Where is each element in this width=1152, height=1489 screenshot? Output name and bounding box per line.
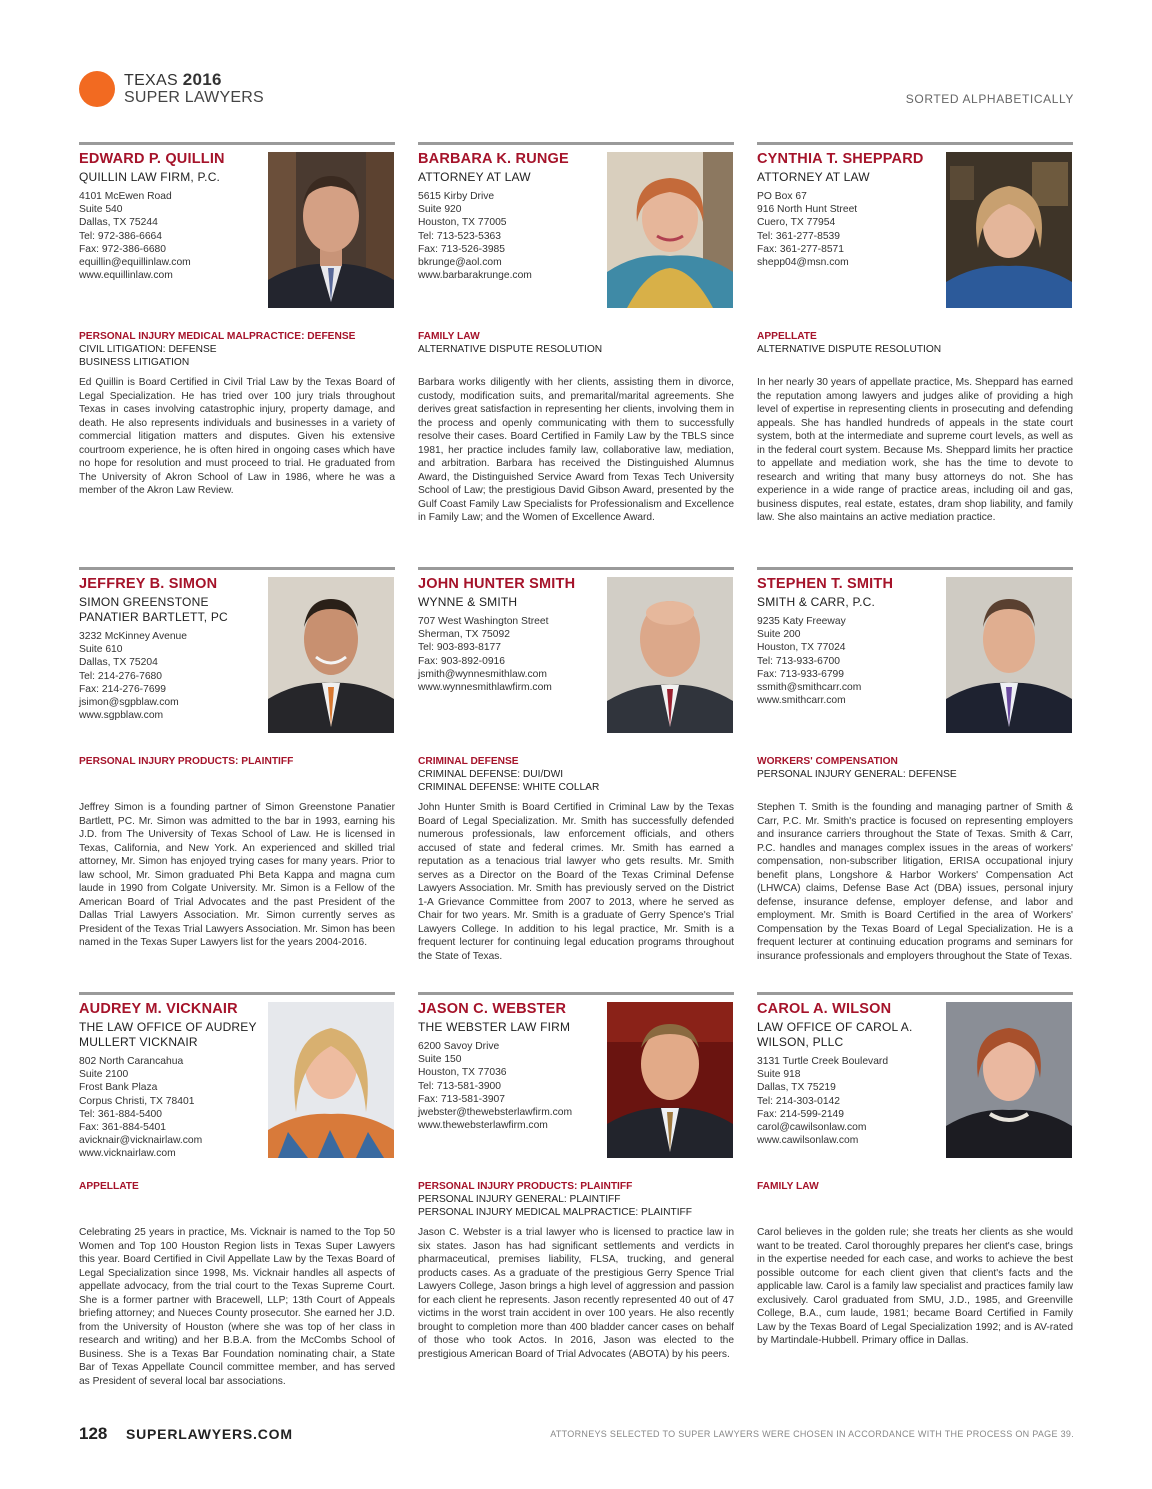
fax: Fax: 713-581-3907 bbox=[418, 1093, 506, 1105]
address-line: 916 North Hunt Street bbox=[757, 204, 858, 216]
primary-practice: WORKERS' COMPENSATION bbox=[757, 756, 898, 767]
phone: Tel: 713-933-6700 bbox=[757, 655, 841, 667]
website-link[interactable]: SUPERLAWYERS.COM bbox=[126, 1426, 293, 1442]
address-line: 6200 Savoy Drive bbox=[418, 1041, 500, 1052]
email-link[interactable]: shepp04@msn.com bbox=[757, 257, 849, 269]
address-line: 4101 McEwen Road bbox=[79, 191, 172, 202]
attorney-name: STEPHEN T. SMITH bbox=[757, 576, 894, 592]
phone: Tel: 361-277-8539 bbox=[757, 230, 841, 242]
website-link[interactable]: www.vicknairlaw.com bbox=[79, 1148, 176, 1160]
address-line: 707 West Washington Street bbox=[418, 616, 549, 627]
primary-practice: CRIMINAL DEFENSE bbox=[418, 756, 519, 767]
secondary-practice: CIVIL LITIGATION: DEFENSE bbox=[79, 344, 217, 356]
address-line: 9235 Katy Freeway bbox=[757, 616, 846, 627]
attorney-photo bbox=[268, 152, 394, 308]
phone: Tel: 903-893-8177 bbox=[418, 642, 502, 654]
phone: Tel: 214-276-7680 bbox=[79, 670, 163, 682]
attorney-contact bbox=[757, 1055, 942, 1147]
phone: Tel: 361-884-5400 bbox=[79, 1108, 163, 1120]
practice-areas bbox=[79, 755, 395, 768]
secondary-practice: PERSONAL INJURY GENERAL: PLAINTIFF bbox=[418, 1194, 621, 1206]
practice-areas bbox=[757, 755, 1073, 781]
attorney-photo bbox=[268, 1002, 394, 1158]
phone: Tel: 972-386-6664 bbox=[79, 230, 163, 242]
fax: Fax: 972-386-6680 bbox=[79, 243, 167, 255]
attorney-firm: QUILLIN LAW FIRM, P.C. bbox=[79, 170, 221, 184]
fax: Fax: 903-892-0916 bbox=[418, 655, 506, 667]
secondary-practice: CRIMINAL DEFENSE: WHITE COLLAR bbox=[418, 782, 600, 794]
website-link[interactable]: www.smithcarr.com bbox=[757, 695, 846, 707]
attorney-firm: SMITH & CARR, P.C. bbox=[757, 595, 876, 609]
email-link[interactable]: carol@cawilsonlaw.com bbox=[757, 1122, 867, 1134]
attorney-bio: Barbara works diligently with her clients, assisting them in divorce, custody, modification suits, and premarital/marital agreements. She derives great satisfaction in representing her clients, involving them in the process and openly communicating with them to successfully resolve their cases. Board Certified in Family Law by the TBLS since 1981, her practice includes family law, collaborative law, mediation, and arbitration. Barbara has received the Distinguished Alumnus Award, the Distinguished Service Award from Texas Tech University School of Law; the prestigious David Gibson Award, presented by the Gulf Coast Family Law Specialists for Professionalism and Excellence in Family Law; and the Women of Excellence Award. bbox=[418, 377, 734, 523]
practice-areas bbox=[418, 330, 734, 356]
address-line: PO Box 67 bbox=[757, 191, 807, 202]
attorney-bio: In her nearly 30 years of appellate practice, Ms. Sheppard has earned the reputation among lawyers and judges alike of providing a high level of expertise in representing clients in prosecuting and defending appeals. She has handled hundreds of appeals in the state court system, both at the intermediate and supreme court levels, as well as in the federal court system. Because Ms. Sheppard limits her practice to appellate and mediation work, she has the time to devote to research and writing that many busy attorneys do not. She has experience in a wide range of practice areas, including oil and gas, business disputes, real estate, estates, dram shop liability, and family law. She also maintains an active mediation practice. bbox=[757, 377, 1073, 523]
address-line: Sherman, TX 75092 bbox=[418, 629, 510, 641]
attorney-contact bbox=[79, 630, 264, 722]
card-divider bbox=[757, 567, 1073, 570]
selection-disclaimer: ATTORNEYS SELECTED TO SUPER LAWYERS WERE CHOSEN IN ACCORDANCE WITH THE PROCESS ON PAGE 39. bbox=[550, 1429, 1074, 1439]
primary-practice: PERSONAL INJURY PRODUCTS: PLAINTIFF bbox=[418, 1181, 633, 1192]
secondary-practice: BUSINESS LITIGATION bbox=[79, 357, 190, 369]
email-link[interactable]: ssmith@smithcarr.com bbox=[757, 682, 862, 694]
attorney-firm: THE WEBSTER LAW FIRM bbox=[418, 1020, 571, 1034]
attorney-firm: ATTORNEY AT LAW bbox=[757, 170, 870, 184]
card-divider bbox=[418, 992, 734, 995]
address-line: Dallas, TX 75204 bbox=[79, 657, 158, 669]
email-link[interactable]: bkrunge@aol.com bbox=[418, 257, 502, 269]
card-divider bbox=[79, 142, 395, 145]
email-link[interactable]: jwebster@thewebsterlawfirm.com bbox=[418, 1107, 573, 1119]
address-line: Suite 2100 bbox=[79, 1069, 129, 1081]
attorney-bio: Stephen T. Smith is the founding and managing partner of Smith & Carr, P.C. Mr. Smith's practice is focused on representing employers and insurance carriers throughout the State of Texas. Smith & Carr, P.C. handles and manages complex issues in the areas of workers' compensation, non-subscriber litigation, ERISA occupational injury benefit plans, Longshore & Harbor Workers' Compensation Act (LHWCA) claims, Defense Base Act (DBA) issues, personal injury defense, insurance defense, employer defense, and labor and employment. Mr. Smith is Board Certified in the area of Workers' Compensation by the Texas Board of Legal Specialization. He is a frequent lecturer at continuing education programs and seminars for insurance professionals and employers throughout the State of Texas. bbox=[757, 802, 1073, 962]
address-line: Dallas, TX 75244 bbox=[79, 217, 158, 229]
publication-title: TEXAS 2016 bbox=[124, 70, 222, 89]
address-line: Suite 918 bbox=[757, 1069, 801, 1081]
address-line: 5615 Kirby Drive bbox=[418, 191, 495, 202]
email-link[interactable]: avicknair@vicknairlaw.com bbox=[79, 1135, 203, 1147]
attorney-name: JOHN HUNTER SMITH bbox=[418, 576, 576, 592]
secondary-practice: ALTERNATIVE DISPUTE RESOLUTION bbox=[757, 344, 942, 356]
primary-practice: FAMILY LAW bbox=[418, 331, 480, 342]
page-footer bbox=[79, 1424, 1074, 1448]
fax: Fax: 713-526-3985 bbox=[418, 243, 506, 255]
page-header bbox=[79, 70, 1074, 110]
practice-areas bbox=[418, 1180, 734, 1220]
attorney-name: EDWARD P. QUILLIN bbox=[79, 151, 225, 167]
attorney-bio: John Hunter Smith is Board Certified in Criminal Law by the Texas Board of Legal Specialization. Mr. Smith has successfully defended numerous professionals, law enforcement officials, and others accused of state and federal crimes. Mr. Smith has earned a reputation as a tenacious trial lawyer who gets results. Mr. Smith serves as a Director on the Board of the Texas Criminal Defense Lawyers Association. Mr. Smith has previously served on the District 1-A Grievance Committee from 2007 to 2013, where he served as Chair for two years. Mr. Smith is a graduate of Gerry Spence's Trial Lawyers College. In addition to his legal practice, Mr. Smith is a frequent lecturer for continuing legal education programs throughout the State of Texas. bbox=[418, 802, 734, 962]
sort-note: SORTED ALPHABETICALLY bbox=[905, 92, 1074, 106]
card-divider bbox=[79, 992, 395, 995]
attorney-contact bbox=[757, 615, 942, 707]
attorney-firm: THE LAW OFFICE OF AUDREY MULLERT VICKNAIR bbox=[79, 1020, 257, 1049]
address-line: Suite 920 bbox=[418, 204, 462, 216]
website-link[interactable]: www.thewebsterlawfirm.com bbox=[418, 1120, 548, 1132]
fax: Fax: 214-276-7699 bbox=[79, 683, 167, 695]
attorney-name: CAROL A. WILSON bbox=[757, 1001, 892, 1017]
secondary-practice: CRIMINAL DEFENSE: DUI/DWI bbox=[418, 769, 564, 781]
fax: Fax: 214-599-2149 bbox=[757, 1108, 845, 1120]
primary-practice: FAMILY LAW bbox=[757, 1181, 819, 1192]
address-line: Suite 200 bbox=[757, 629, 801, 641]
address-line: Houston, TX 77005 bbox=[418, 217, 507, 229]
attorney-contact bbox=[757, 190, 942, 269]
email-link[interactable]: jsmith@wynnesmithlaw.com bbox=[418, 668, 547, 680]
attorney-name: AUDREY M. VICKNAIR bbox=[79, 1001, 238, 1017]
practice-areas bbox=[757, 1180, 1073, 1193]
email-link[interactable]: jsimon@sgpblaw.com bbox=[79, 697, 179, 709]
card-divider bbox=[418, 567, 734, 570]
phone: Tel: 713-581-3900 bbox=[418, 1080, 502, 1092]
attorney-bio: Jason C. Webster is a trial lawyer who is licensed to practice law in six states. Jason has had significant settlements and verdicts in pharmaceutical, premises liability, FLSA, trucking, and general products cases. As a graduate of the prestigious Gerry Spence Trial Lawyers College, Jason brings a high level of aggression and passion for each client he represents. Jason recently represented 40 out of 47 victims in the worst train accident in over 100 years. He also recently brought to completion more than 400 bladder cancer cases on behalf of those who took Actos. In 2016, Jason was elected to the prestigious American Board of Trial Advocates (ABOTA) by his peers. bbox=[418, 1227, 734, 1360]
publication-subtitle: SUPER LAWYERS bbox=[124, 89, 264, 106]
practice-areas bbox=[757, 330, 1073, 356]
email-link[interactable]: equillin@equillinlaw.com bbox=[79, 257, 191, 269]
attorney-contact bbox=[79, 1055, 264, 1161]
practice-areas bbox=[79, 330, 395, 370]
primary-practice: APPELLATE bbox=[79, 1181, 139, 1192]
attorney-name: CYNTHIA T. SHEPPARD bbox=[757, 151, 924, 167]
address-line: 3131 Turtle Creek Boulevard bbox=[757, 1056, 889, 1067]
website-link[interactable]: www.sgpblaw.com bbox=[79, 710, 164, 722]
attorney-photo bbox=[607, 1002, 733, 1158]
attorney-firm: SIMON GREENSTONE PANATIER BARTLETT, PC bbox=[79, 595, 228, 624]
attorney-bio: Jeffrey Simon is a founding partner of Simon Greenstone Panatier Bartlett, PC. Mr. Simon was admitted to the bar in 1993, earning his J.D. from The University of Texas School of Law. He is licensed in Texas, California, and New York. An experienced and skilled trial attorney, Mr. Simon has enjoyed trying cases for many years. Prior to law school, Mr. Simon graduated Phi Beta Kappa and magna cum laude in 1990 from Colgate University. Mr. Simon is a Fellow of the American Board of Trial Advocates and the past President of the Dallas Trial Lawyers Association. Mr. Simon currently serves as President of the Texas Trial Lawyers Association. Mr. Simon has been named in the Texas Super Lawyers list for the years 2004-2016. bbox=[79, 802, 395, 948]
attorney-photo bbox=[946, 152, 1072, 308]
secondary-practice: ALTERNATIVE DISPUTE RESOLUTION bbox=[418, 344, 603, 356]
primary-practice: APPELLATE bbox=[757, 331, 817, 342]
website-link[interactable]: www.wynnesmithlawfirm.com bbox=[418, 682, 552, 694]
attorney-photo bbox=[268, 577, 394, 733]
address-line: 802 North Carancahua bbox=[79, 1056, 184, 1067]
primary-practice: PERSONAL INJURY MEDICAL MALPRACTICE: DEFENSE bbox=[79, 331, 356, 342]
super-lawyers-logo-dot bbox=[79, 71, 115, 107]
attorney-firm: LAW OFFICE OF CAROL A. WILSON, PLLC bbox=[757, 1020, 913, 1049]
attorney-name: JASON C. WEBSTER bbox=[418, 1001, 567, 1017]
address-line: Corpus Christi, TX 78401 bbox=[79, 1095, 195, 1107]
address-line: Houston, TX 77036 bbox=[418, 1067, 507, 1079]
attorney-name: JEFFREY B. SIMON bbox=[79, 576, 218, 592]
attorney-photo bbox=[607, 152, 733, 308]
attorney-photo bbox=[946, 1002, 1072, 1158]
fax: Fax: 713-933-6799 bbox=[757, 668, 845, 680]
primary-practice: PERSONAL INJURY PRODUCTS: PLAINTIFF bbox=[79, 756, 294, 767]
attorney-firm: ATTORNEY AT LAW bbox=[418, 170, 531, 184]
website-link[interactable]: www.equillinlaw.com bbox=[79, 270, 173, 282]
website-link[interactable]: www.cawilsonlaw.com bbox=[757, 1135, 859, 1147]
address-line: Dallas, TX 75219 bbox=[757, 1082, 836, 1094]
card-divider bbox=[418, 142, 734, 145]
fax: Fax: 361-277-8571 bbox=[757, 243, 845, 255]
page-number: 128 bbox=[79, 1424, 108, 1443]
website-link[interactable]: www.barbarakrunge.com bbox=[418, 270, 532, 282]
address-line: Suite 540 bbox=[79, 204, 123, 216]
attorney-bio: Carol believes in the golden rule; she treats her clients as she would want to be treated. Carol thoroughly prepares her client's case, brings in the expertise needed for each case, and works to achieve the best possible outcome for each client given that client's facts and the applicable law. Carol is a family law specialist and practices family law exclusively. Carol graduated from SMU, J.D., 1985, and Greenville College, B.A., cum laude, 1981; became Board Certified in Family Law by the Texas Board of Legal Specialization 1992; and is AV-rated by Martindale-Hubbell. Primary office in Dallas. bbox=[757, 1227, 1073, 1346]
address-line: Cuero, TX 77954 bbox=[757, 217, 836, 229]
attorney-contact bbox=[418, 190, 603, 282]
attorney-bio: Celebrating 25 years in practice, Ms. Vicknair is named to the Top 50 Women and Top 100 Houston Region lists in Texas Super Lawyers this year. Board Certified in Civil Appellate Law by the Texas Board of Legal Specialization since 1998, Ms. Vicknair handles all aspects of appellate advocacy, from the trial court to the Texas Supreme Court. She is a former partner with Bracewell, LLP; 13th Court of Appeals briefing attorney; and Nueces County prosecutor. She earned her J.D. from the University of Houston (where she was top of her class in research and writing) and her B.B.A. from the McCombs School of Business. She is a Texas Bar Foundation nominating chair, a State Bar of Texas Appellate Council committee member, and has served as President of several local bar associations. bbox=[79, 1227, 395, 1387]
card-divider bbox=[79, 567, 395, 570]
practice-areas bbox=[79, 1180, 395, 1193]
fax: Fax: 361-884-5401 bbox=[79, 1122, 167, 1134]
phone: Tel: 713-523-5363 bbox=[418, 230, 502, 242]
address-line: Frost Bank Plaza bbox=[79, 1082, 158, 1094]
card-divider bbox=[757, 992, 1073, 995]
attorney-photo bbox=[607, 577, 733, 733]
attorney-bio: Ed Quillin is Board Certified in Civil Trial Law by the Texas Board of Legal Specialization. He has tried over 100 jury trials throughout Texas in cases involving catastrophic injury, property damage, and death. He also represents individuals and businesses in a variety of commercial litigation matters and disputes. Given his extensive courtroom experience, he is often hired in ongoing cases which have no hope for resolution and must proceed to trial. He graduated from The University of Akron School of Law in 1986, where he was a member of the Akron Law Review. bbox=[79, 377, 395, 496]
attorney-contact bbox=[418, 615, 603, 694]
secondary-practice: PERSONAL INJURY GENERAL: DEFENSE bbox=[757, 769, 957, 781]
attorney-photo bbox=[946, 577, 1072, 733]
attorney-contact bbox=[418, 1040, 603, 1132]
address-line: 3232 McKinney Avenue bbox=[79, 631, 188, 642]
practice-areas bbox=[418, 755, 734, 795]
secondary-practice: PERSONAL INJURY MEDICAL MALPRACTICE: PLAINTIFF bbox=[418, 1207, 692, 1219]
attorney-firm: WYNNE & SMITH bbox=[418, 595, 518, 609]
phone: Tel: 214-303-0142 bbox=[757, 1095, 841, 1107]
attorney-name: BARBARA K. RUNGE bbox=[418, 151, 569, 167]
card-divider bbox=[757, 142, 1073, 145]
attorney-contact bbox=[79, 190, 264, 282]
address-line: Suite 150 bbox=[418, 1054, 462, 1066]
address-line: Suite 610 bbox=[79, 644, 123, 656]
address-line: Houston, TX 77024 bbox=[757, 642, 846, 654]
